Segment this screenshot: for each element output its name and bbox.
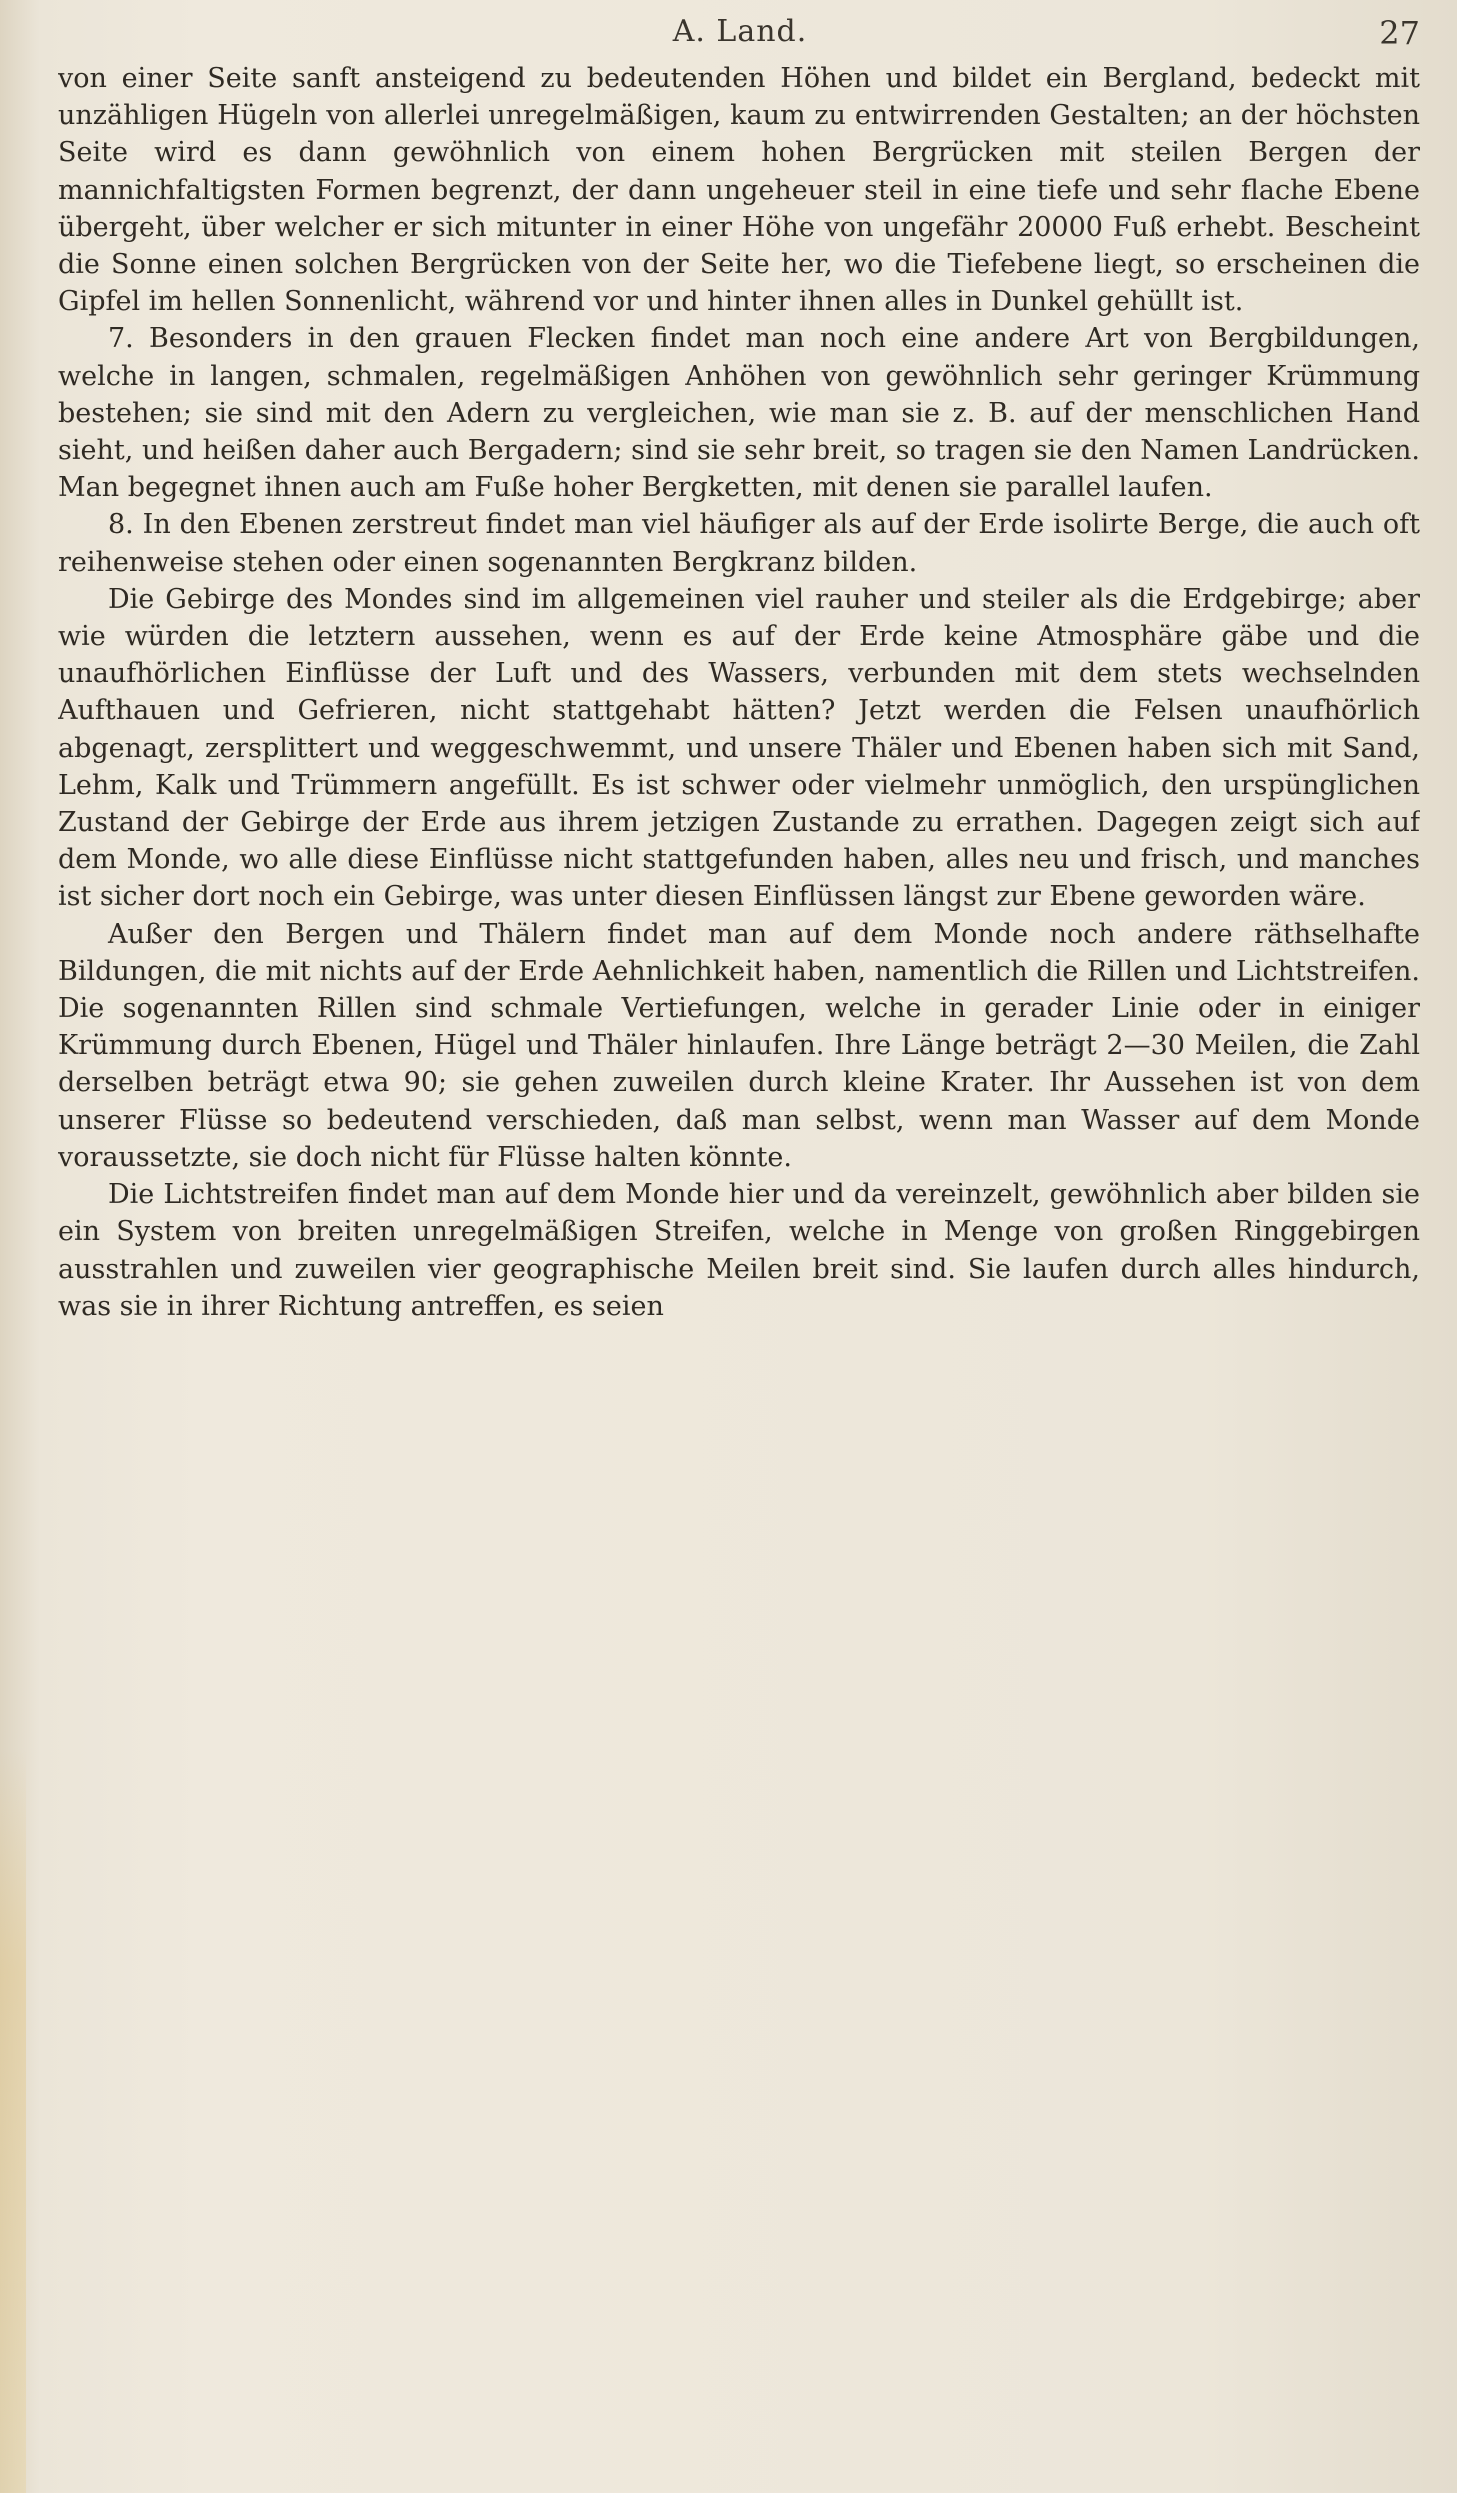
paragraph-light-streaks: Die Lichtstreifen findet man auf dem Monde hier und da vereinzelt, gewöhnlich aber bilden sie ein System von breiten unregelmäßigen Streifen, welche in Menge von großen Ringgebirgen ausstrahlen und zuweilen vier geographische Meilen breit sind. Sie laufen durch alles hindurch, was sie in ihrer Richtung antreffen, es seien: [58, 1179, 1420, 1322]
paragraph-mountains: Die Gebirge des Mondes sind im allgemeinen viel rauher und steiler als die Erdgebirge; aber wie würden die letztern aussehen, wenn es auf der Erde keine Atmosphäre gäbe und die unaufhörlichen Einflüsse der Luft und des Wassers, verbunden mit dem stets wechselnden Aufthauen und Gefrieren, nicht stattgehabt hätten? Jetzt werden die Felsen unaufhörlich abgenagt, zersplittert und weggeschwemmt, und unsere Thäler und Ebenen haben sich mit Sand, Lehm, Kalk und Trümmern angefüllt. Es ist schwer oder vielmehr unmöglich, den urspünglichen Zustand der Gebirge der Erde aus ihrem jetzigen Zustande zu errathen. Dagegen zeigt sich auf dem Monde, wo alle diese Einflüsse nicht stattgefunden haben, alles neu und frisch, und manches ist sicher dort noch ein Gebirge, was unter diesen Einflüssen längst zur Ebene geworden wäre.: [58, 583, 1420, 913]
paragraph-rills: Außer den Bergen und Thälern findet man auf dem Monde noch andere räthselhafte Bildungen, die mit nichts auf der Erde Aehnlichkeit haben, namentlich die Rillen und Lichtstreifen. Die sogenannten Rillen sind schmale Vertiefungen, welche in gerader Linie oder in einiger Krümmung durch Ebenen, Hügel und Thäler hinlaufen. Ihre Länge beträgt 2—30 Meilen, die Zahl derselben beträgt etwa 90; sie gehen zuweilen durch kleine Krater. Ihr Aussehen ist von dem unserer Flüsse so bedeutend verschieden, daß man selbst, wenn man Wasser auf dem Monde voraussetzte, sie doch nicht für Flüsse halten könnte.: [58, 918, 1420, 1173]
running-head: A. Land.: [672, 14, 808, 49]
paragraph-intro: von einer Seite sanft ansteigend zu bedeutenden Höhen und bildet ein Bergland, bedeckt mit unzähligen Hügeln von allerlei unregelmäßigen, kaum zu entwirrenden Gestalten; an der höchsten Seite wird es dann gewöhnlich von einem hohen Bergrücken mit steilen Bergen der mannichfaltigsten Formen begrenzt, der dann ungeheuer steil in eine tiefe und sehr flache Ebene übergeht, über welcher er sich mitunter in einer Höhe von ungefähr 20000 Fuß erhebt. Bescheint die Sonne einen solchen Bergrücken von der Seite her, wo die Tiefebene liegt, so erscheinen die Gipfel im hellen Sonnenlicht, während vor und hinter ihnen alles in Dunkel gehüllt ist.: [58, 63, 1420, 318]
paper-stain: [0, 1750, 26, 2493]
page-header: [60, 14, 1420, 58]
body-text: [58, 60, 1420, 2370]
paragraph-section-8: 8. In den Ebenen zerstreut findet man viel häufiger als auf der Erde isolirte Berge, die auch oft reihenweise stehen oder einen sogenannten Bergkranz bilden.: [58, 509, 1420, 578]
page-number: 27: [1379, 14, 1420, 52]
paragraph-section-7: 7. Besonders in den grauen Flecken findet man noch eine andere Art von Bergbildungen, welche in langen, schmalen, regelmäßigen Anhöhen von gewöhnlich sehr geringer Krümmung bestehen; sie sind mit den Adern zu vergleichen, wie man sie z. B. auf der menschlichen Hand sieht, und heißen daher auch Bergadern; sind sie sehr breit, so tragen sie den Namen Landrücken. Man begegnet ihnen auch am Fuße hoher Bergketten, mit denen sie parallel laufen.: [58, 323, 1420, 504]
